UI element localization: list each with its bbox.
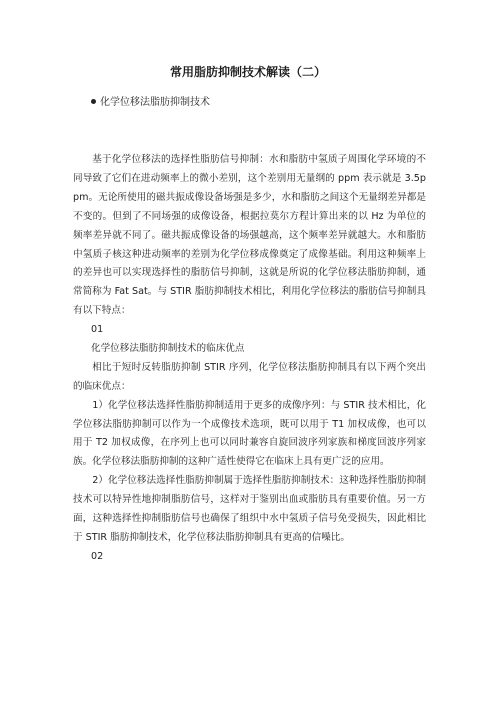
intro-block xyxy=(73,151,426,321)
document-title: 常用脂肪抑制技术解读（二） xyxy=(169,65,326,79)
point-2-paragraph: 2）化学位移法选择性脂肪抑制属于选择性脂肪抑制技术：这种选择性脂肪抑制技术可以特异性地抑制脂肪信号，这样对于鉴别出血或脂肪具有重要价值。另一方面，这种选择性抑制脂肪信号也确保了组织中水中氢质子信号免受损失，因此相比于 STIR 脂肪抑制技术，化学位移法脂肪抑制具有更高的信噪比。 xyxy=(73,475,426,543)
point-1-paragraph: 1）化学位移法选择性脂肪抑制适用于更多的成像序列：与 STIR 技术相比，化学位移法脂肪抑制可以作为一个成像技术选项，既可以用于 T1 加权成像，也可以用于 T2 加权成像，在序列上也可以同时兼容自旋回波序列家族和梯度回波序列家族。化学位移法脂肪抑制的这种广适性使得它在临床上具有更广泛的应用。 xyxy=(73,399,426,468)
section1-heading: 化学位移法脂肪抑制技术的临床优点 xyxy=(91,342,245,354)
section-bullet xyxy=(91,96,210,110)
bullet-dot-icon xyxy=(91,99,96,104)
bullet-label: 化学位移法脂肪抑制技术 xyxy=(100,97,210,108)
section1-number: 01 xyxy=(91,324,104,335)
section1-block xyxy=(73,321,426,567)
intro-paragraph: 基于化学位移法的选择性脂肪信号抑制：水和脂肪中氢质子周围化学环境的不同导致了它们在进动频率上的微小差别，这个差别用无量纲的 ppm 表示就是 3.5ppm。无论所使用的磁共振成像设备场强是多少，水和脂肪之间这个无量纲差异都是不变的。但到了不同场强的成像设备，根据拉莫尔方程计算出来的以 Hz 为单位的频率差异就不同了。磁共振成像设备的场强越高，这个频率差异就越大。水和脂肪中氢质子核这种进动频率的差别为化学位移成像奠定了成像基础。利用这种频率上的差异也可以实现选择性的脂肪信号抑制，这就是所说的化学位移法脂肪抑制，通常简称为 Fat Sat。与 STIR 脂肪抑制技术相比，利用化学位移法的脂肪信号抑制具有以下特点： xyxy=(73,154,426,317)
section2-number: 02 xyxy=(91,550,104,562)
section1-lead: 相比于短时反转脂肪抑制 STIR 序列，化学位移法脂肪抑制具有以下两个突出的临床优点： xyxy=(73,361,426,392)
